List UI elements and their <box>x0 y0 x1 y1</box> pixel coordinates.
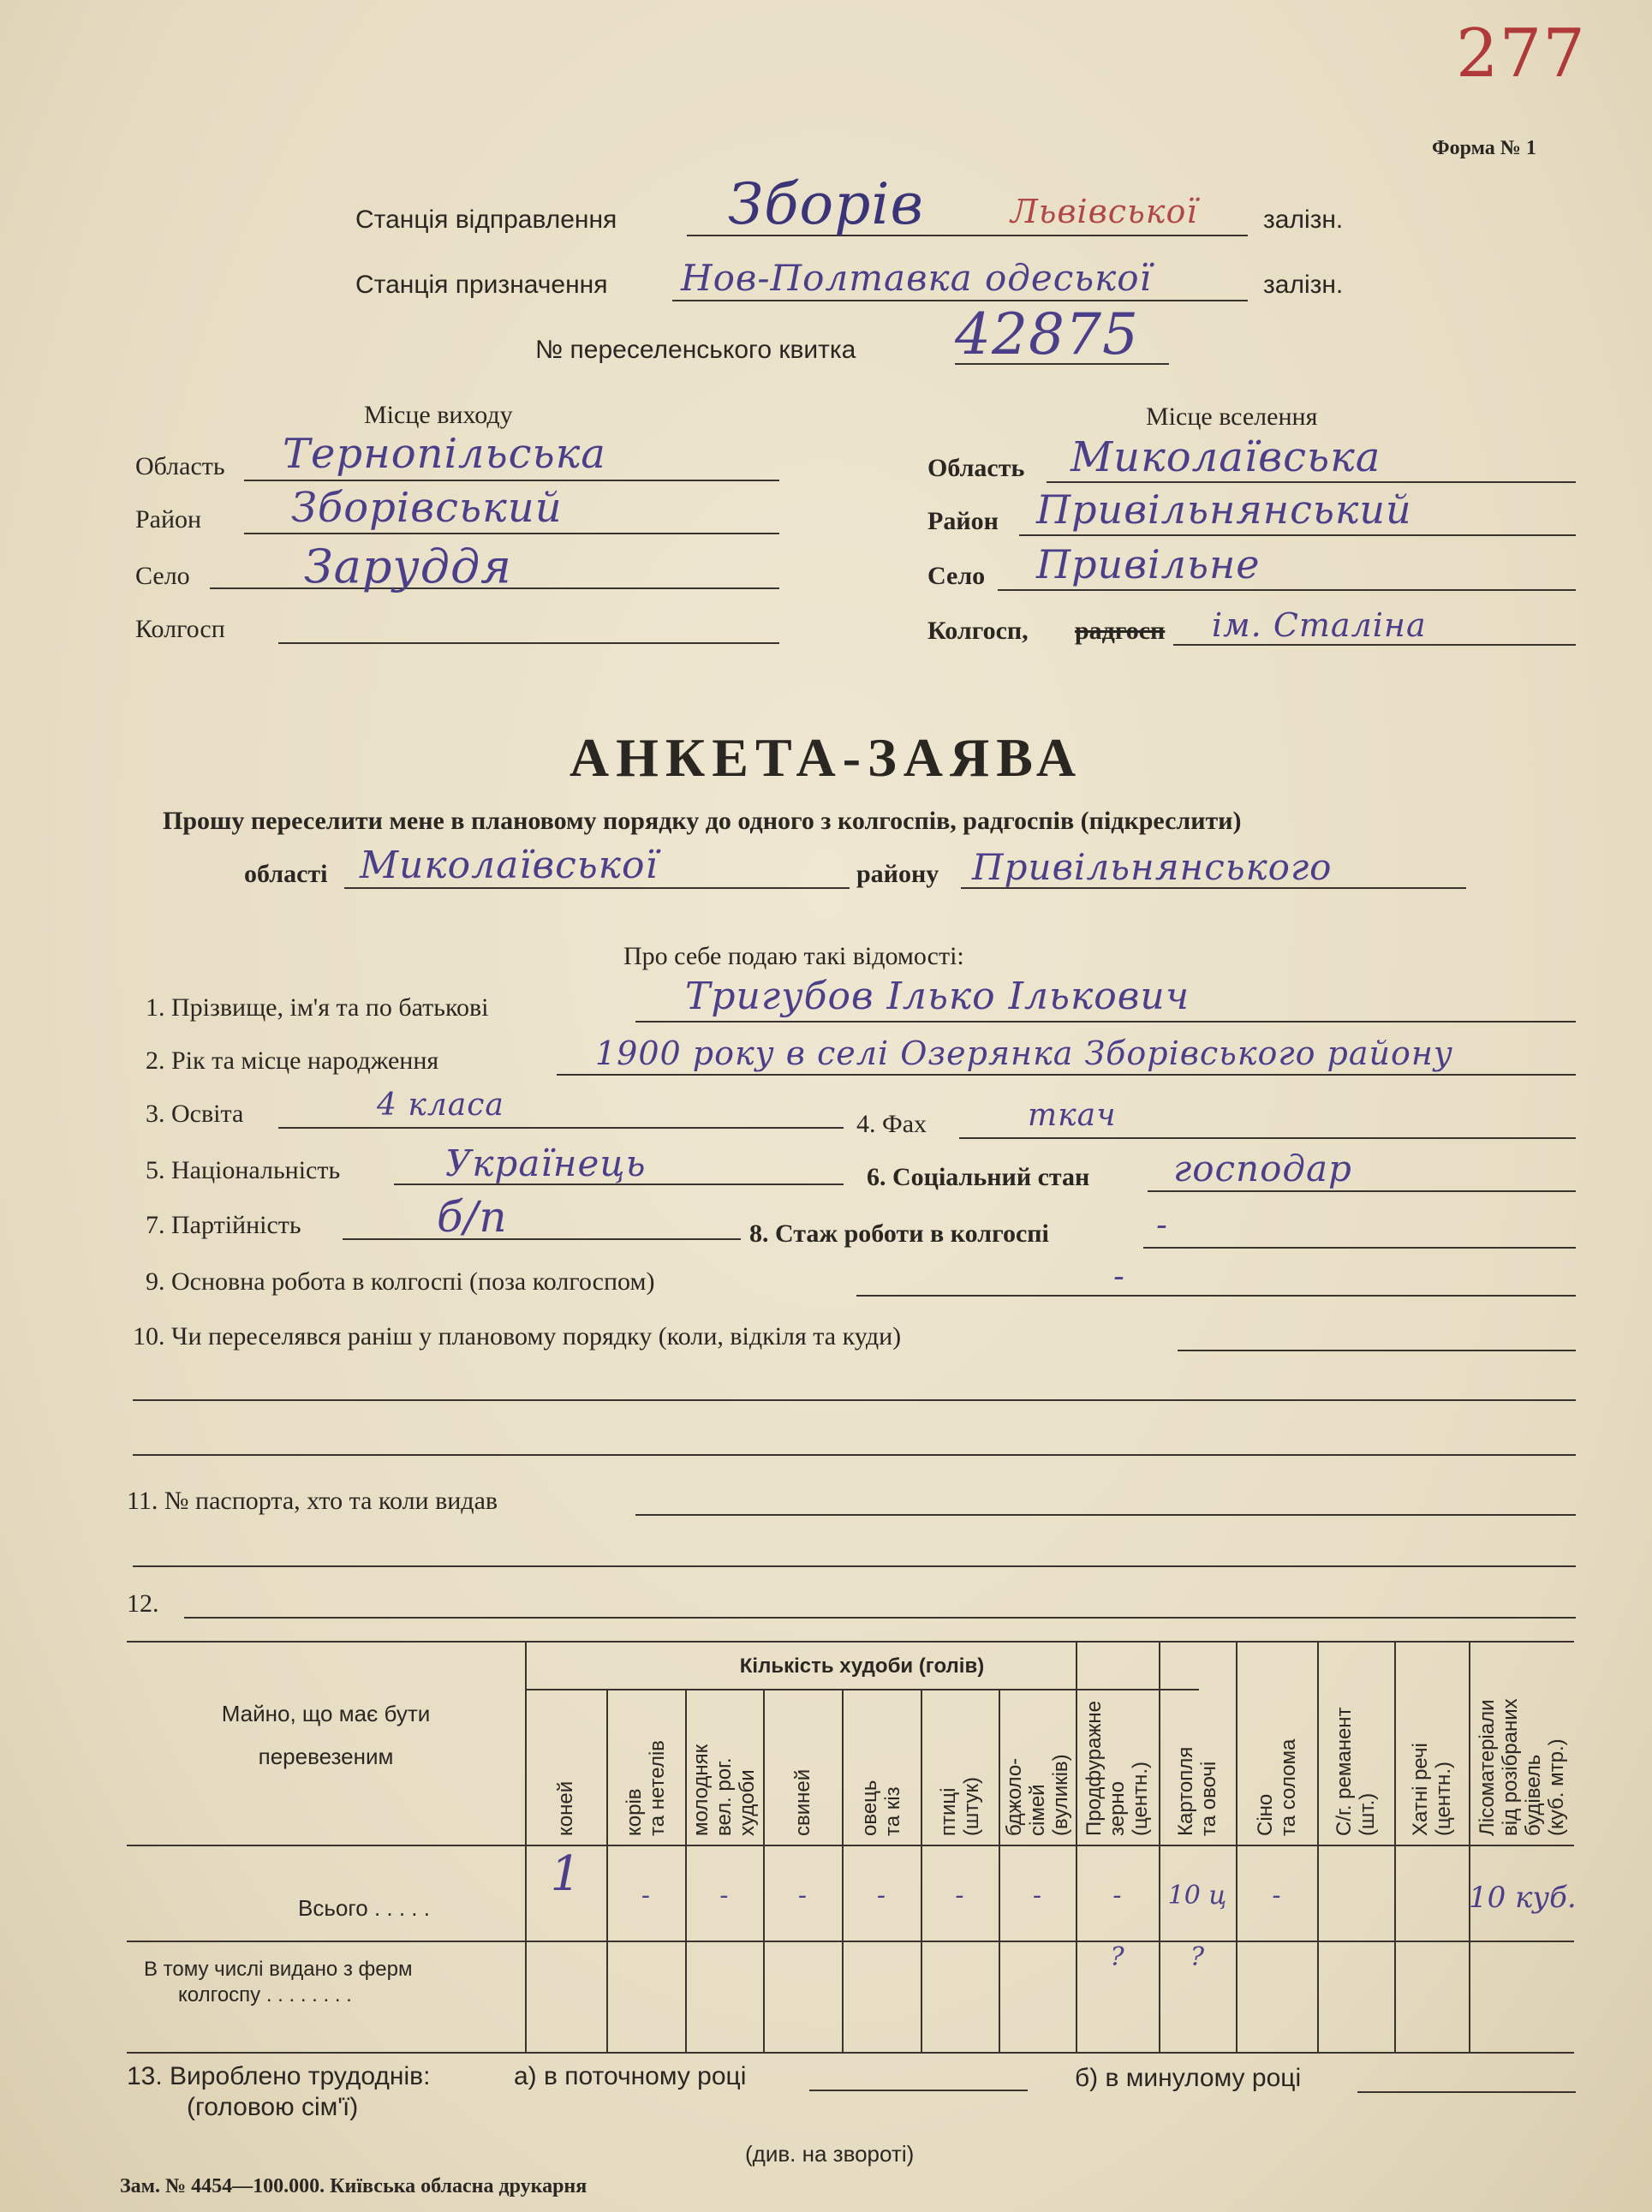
workdays-label-2: (головою сім'ї) <box>187 2093 359 2121</box>
origin-title: Місце виходу <box>364 401 513 429</box>
origin-oblast-label: Область <box>135 452 225 480</box>
total-value: - <box>1112 1881 1122 1911</box>
see-back-note: (див. на звороті) <box>745 2141 915 2167</box>
info-heading: Про себе подаю такі відомості: <box>623 942 964 970</box>
q2-label: 2. Рік та місце народження <box>146 1046 439 1075</box>
issued-label-1: В тому числі видано з ферм <box>144 1958 413 1981</box>
destination-raion-label: Район <box>927 507 999 535</box>
livestock-header: Кількість худоби (голів) <box>739 1655 985 1678</box>
q5-value: Українець <box>445 1142 647 1184</box>
column-header: птиці (штук) <box>936 1777 983 1836</box>
total-value: - <box>641 1881 651 1911</box>
q3-label: 3. Освіта <box>146 1100 244 1128</box>
workdays-label-1: 13. Вироблено трудоднів: <box>127 2062 431 2090</box>
q11-label: 11. № паспорта, хто та коли видав <box>127 1487 498 1515</box>
origin-raion-line <box>244 533 779 534</box>
origin-raion-value: Зборівський <box>291 484 563 532</box>
column-divider <box>1236 1641 1238 2052</box>
column-divider <box>1469 1641 1470 2052</box>
q9-label: 9. Основна робота в колгоспі (поза колгоспом) <box>146 1267 655 1296</box>
origin-kolhosp-label: Колгосп <box>135 615 225 643</box>
total-label: Всього . . . . . <box>298 1895 430 1921</box>
q6-value: господар <box>1173 1148 1352 1189</box>
q10-label: 10. Чи переселявся раніш у плановому порядку (коли, відкіля та куди) <box>133 1322 902 1350</box>
destination-kolhosp-label: Колгосп, <box>927 617 1029 645</box>
column-header: С/г. реманент (шт.) <box>1333 1707 1379 1836</box>
workdays-previous-line <box>1357 2091 1576 2093</box>
q4-value: ткач <box>1028 1098 1117 1133</box>
total-value: - <box>797 1881 808 1911</box>
q12-label: 12. <box>127 1589 159 1618</box>
destination-radhosp-label: радгосп <box>1075 617 1166 645</box>
destination-raion-value: Привільнянський <box>1036 486 1412 533</box>
q12-line <box>184 1617 1576 1619</box>
origin-oblast-line <box>244 480 779 481</box>
q3-value: 4 класа <box>377 1088 504 1123</box>
request-text: Прошу переселити мене в плановому порядку до одного з колгоспів, радгоспів (підкреслити) <box>163 807 1242 835</box>
column-divider <box>606 1689 608 2052</box>
q4-label: 4. Фах <box>856 1110 927 1138</box>
destination-oblast-label: Область <box>927 454 1025 482</box>
q2-line <box>557 1074 1576 1076</box>
form-title: АНКЕТА-ЗАЯВА <box>569 727 1083 788</box>
origin-kolhosp-line <box>278 642 779 644</box>
ticket-label: № переселенського квитка <box>535 336 856 364</box>
destination-oblast-value: Миколаївська <box>1071 433 1381 481</box>
q6-line <box>1148 1190 1576 1192</box>
departure-label: Станція відправлення <box>355 206 617 234</box>
destination-station-value: Нов-Полтавка одеської <box>681 257 1152 299</box>
origin-selo-value: Заруддя <box>304 540 512 593</box>
column-header: Лісоматеріали від розібраних будівель (куб. мтр.) <box>1475 1698 1568 1836</box>
request-raion-label: району <box>856 860 939 888</box>
destination-raion-line <box>1019 534 1576 536</box>
issued-label-2: колгоспу . . . . . . . . <box>178 1983 352 2006</box>
ticket-value: 42875 <box>955 301 1139 367</box>
column-header: корів та нетелів <box>623 1740 669 1836</box>
q11-line-1 <box>635 1514 1576 1516</box>
column-header: овець та кіз <box>858 1780 904 1836</box>
q2-value: 1900 року в селі Озерянка Зборівського району <box>595 1034 1453 1072</box>
origin-selo-label: Село <box>135 562 190 590</box>
total-value: - <box>1032 1881 1042 1911</box>
departure-value: Зборів <box>728 171 924 237</box>
q6-label: 6. Соціальний стан <box>867 1163 1090 1191</box>
origin-raion-label: Район <box>135 505 202 534</box>
column-divider <box>1076 1641 1077 2052</box>
workdays-previous-label: б) в минулому році <box>1075 2064 1302 2092</box>
q4-line <box>959 1137 1576 1139</box>
row-header-1: Майно, що має бути <box>221 1701 431 1726</box>
q1-line <box>635 1021 1576 1023</box>
destination-station-label: Станція призначення <box>355 271 608 299</box>
departure-railway-suffix: залізн. <box>1263 206 1344 234</box>
column-header: Сіно та солома <box>1253 1738 1300 1836</box>
workdays-current-line <box>809 2090 1028 2091</box>
q10-line-2 <box>133 1399 1576 1401</box>
column-divider <box>842 1689 844 2052</box>
column-divider <box>1159 1641 1160 2052</box>
workdays-current-label: а) в поточному році <box>514 2062 747 2090</box>
column-header: бджоло- сімей (вуликів) <box>1002 1754 1072 1836</box>
q1-label: 1. Прізвище, ім'я та по батькові <box>146 993 489 1022</box>
q3-line <box>278 1127 844 1129</box>
q7-label: 7. Партійність <box>146 1211 301 1239</box>
destination-selo-value: Привільне <box>1036 541 1261 587</box>
q10-line-3 <box>133 1454 1576 1456</box>
request-oblast-value: Миколаївської <box>360 844 659 887</box>
row-header-2: перевезеним <box>258 1744 394 1769</box>
column-header: Картопля та овочі <box>1174 1746 1220 1836</box>
total-value: 10 ц <box>1167 1881 1227 1911</box>
total-value: - <box>1272 1881 1281 1911</box>
total-value: - <box>955 1881 964 1911</box>
issued-value: ? <box>1110 1942 1124 1972</box>
q11-line-2 <box>133 1565 1576 1567</box>
column-header: свиней <box>790 1768 814 1836</box>
origin-oblast-value: Тернопільська <box>283 430 606 478</box>
departure-railway-value: Львівської <box>1011 193 1198 230</box>
column-divider <box>1317 1641 1319 2052</box>
destination-selo-line <box>998 589 1576 591</box>
request-oblast-label: області <box>244 860 328 888</box>
column-header: коней <box>554 1780 577 1836</box>
column-divider <box>1394 1641 1396 2052</box>
archive-page-number: 277 <box>1456 15 1586 92</box>
total-value: - <box>876 1881 886 1911</box>
destination-selo-label: Село <box>927 562 986 590</box>
total-value: - <box>719 1881 729 1911</box>
total-value: 10 куб. <box>1469 1881 1577 1915</box>
request-oblast-line <box>344 887 850 889</box>
column-divider <box>685 1689 687 2052</box>
column-header: Хатні речі (центн.) <box>1408 1743 1455 1836</box>
q8-line <box>1143 1247 1576 1249</box>
column-divider <box>999 1689 1000 2052</box>
column-divider <box>763 1689 765 2052</box>
column-header: Продфуражне зерно (центн.) <box>1082 1701 1152 1836</box>
q8-label: 8. Стаж роботи в колгоспі <box>749 1219 1049 1248</box>
q9-value: - <box>1113 1257 1125 1295</box>
total-value: 1 <box>550 1846 581 1902</box>
destination-kolhosp-value: ім. Сталіна <box>1212 606 1427 644</box>
column-header: молодняк вел. рог. худоби <box>689 1744 759 1836</box>
q5-label: 5. Національність <box>146 1156 341 1184</box>
form-label: Форма № 1 <box>1432 137 1536 159</box>
destination-oblast-line <box>1047 481 1576 483</box>
q7-line <box>343 1238 741 1240</box>
destination-railway-suffix: залізн. <box>1263 271 1344 299</box>
q9-line <box>856 1295 1576 1297</box>
destination-kolhosp-line <box>1173 644 1576 646</box>
q8-value: - <box>1156 1206 1168 1243</box>
column-divider <box>921 1689 922 2052</box>
q7-value: б/п <box>437 1192 508 1242</box>
property-table <box>127 1641 1577 2052</box>
q10-line-1 <box>1178 1350 1576 1351</box>
print-footer: Зам. № 4454—100.000. Київська обласна друкарня <box>120 2175 587 2197</box>
q1-value: Тригубов Ілько Ількович <box>685 975 1190 1018</box>
destination-title: Місце вселення <box>1146 402 1318 431</box>
issued-value: ? <box>1190 1942 1205 1972</box>
request-raion-value: Привільнянського <box>972 846 1333 888</box>
